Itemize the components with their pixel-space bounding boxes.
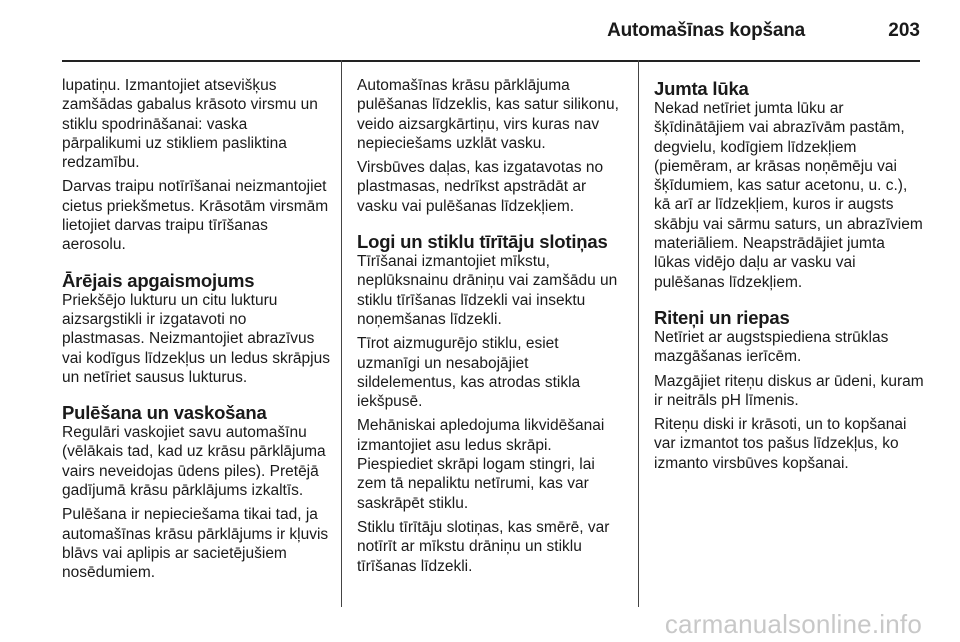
paragraph: Automašīnas krāsu pārklājuma pulēšanas līdzeklis, kas satur silikonu, veido aizsargkārtiņu, virs kuras nav nepieciešams uzklāt vasku. xyxy=(357,77,619,152)
text-column-2 xyxy=(357,76,625,581)
watermark-brand: carmanualsonline.info xyxy=(664,609,922,639)
section-heading-windows-wipers: Logi un stiklu tīrītāju slotiņas xyxy=(357,231,608,253)
paragraph: Tīrīšanai izmantojiet mīkstu, neplūksnainu drāniņu vai zamšādu un stiklu tīrīšanas līdzekli vai insektu noņemšanas līdzekli. xyxy=(357,253,618,328)
page-header xyxy=(62,0,920,62)
paragraph: Priekšējo lukturu un citu lukturu aizsargstikli ir izgatavoti no plastmasas. Neizmantojiet abrazīvus vai kodīgus līdzekļus un ledus skrāpjus un netīriet sausus lukturus. xyxy=(62,291,330,386)
paragraph: Tīrot aizmugurējo stiklu, esiet uzmanīgi un nesabojājiet sildelementus, kas atrodas stikla iekšpusē. xyxy=(357,335,581,411)
paragraph: Netīriet ar augstspiediena strūklas mazgāšanas ierīcēm. xyxy=(654,328,889,366)
paragraph: Pulēšana ir nepieciešama tikai tad, ja automašīnas krāsu pārklājums ir kļuvis blāvs vai aplipis ar sacietējušiem nosēdumiem. xyxy=(62,506,329,582)
paragraph: lupatiņu. Izmantojiet atsevišķus zamšādas gabalus krāsoto virsmu un stiklu spodrināšanai: vaska pārpalikumi uz stikliem pasliktina redzamību. xyxy=(62,77,318,172)
section-heading-wheels-tyres: Riteņi un riepas xyxy=(654,306,790,328)
column-divider-2 xyxy=(638,60,639,607)
paragraph: Mehāniskai apledojuma likvidēšanai izmantojiet asu ledus skrāpi. Piespiediet skrāpi logam stingri, lai zem tā nepaliktu netīrumi, kas var saskrāpēt stiklu. xyxy=(357,417,605,512)
paragraph: Regulāri vaskojiet savu automašīnu (vēlākais tad, kad uz krāsu pārklājuma vairs neveidojas ūdens piles). Pretējā gadījumā krāsu pārklājums izkaltīs. xyxy=(62,424,326,500)
paragraph: Stiklu tīrītāju slotiņas, kas smērē, var notīrīt ar mīkstu drāniņu un stiklu tīrīšanas līdzekli. xyxy=(357,518,610,575)
paragraph: Riteņu diski ir krāsoti, un to kopšanai var izmantot tos pašus līdzekļus, ko izmanto virsbūves kopšanai. xyxy=(654,416,907,472)
chapter-title: Automašīnas kopšana xyxy=(607,20,805,41)
page-number: 203 xyxy=(888,20,920,41)
text-column-1 xyxy=(62,76,330,588)
text-column-3 xyxy=(654,76,924,478)
section-heading-sunroof: Jumta lūka xyxy=(654,78,749,99)
section-heading-polishing: Pulēšana un vaskošana xyxy=(62,402,267,424)
paragraph: Virsbūves daļas, kas izgatavotas no plastmasas, nedrīkst apstrādāt ar vasku vai pulēšanas līdzekļiem. xyxy=(357,159,604,215)
paragraph: Nekad netīriet jumta lūku ar šķīdinātājiem vai abrazīvām pastām, degvielu, kodīgiem līdzekļiem (piemēram, ar krāsas noņēmēju vai šķīdumiem, kas satur acetonu, u. c.), kā arī ar līdzekļiem, kuros ir augsts skābju vai sārmu saturs, un abrazīviem materiāliem. Neapstrādājiet jumta lūkas vidējo daļu ar vasku vai pulēšanas līdzekļiem. xyxy=(654,100,923,291)
section-heading-exterior-lights: Ārējais apgaismojums xyxy=(62,269,255,291)
column-divider-1 xyxy=(341,60,342,607)
paragraph: Darvas traipu notīrīšanai neizmantojiet cietus priekšmetus. Krāsotām virsmām lietojiet darvas traipu tīrīšanas aerosolu. xyxy=(62,178,329,254)
paragraph: Mazgājiet riteņu diskus ar ūdeni, kuram ir neitrāls pH līmenis. xyxy=(654,372,924,409)
